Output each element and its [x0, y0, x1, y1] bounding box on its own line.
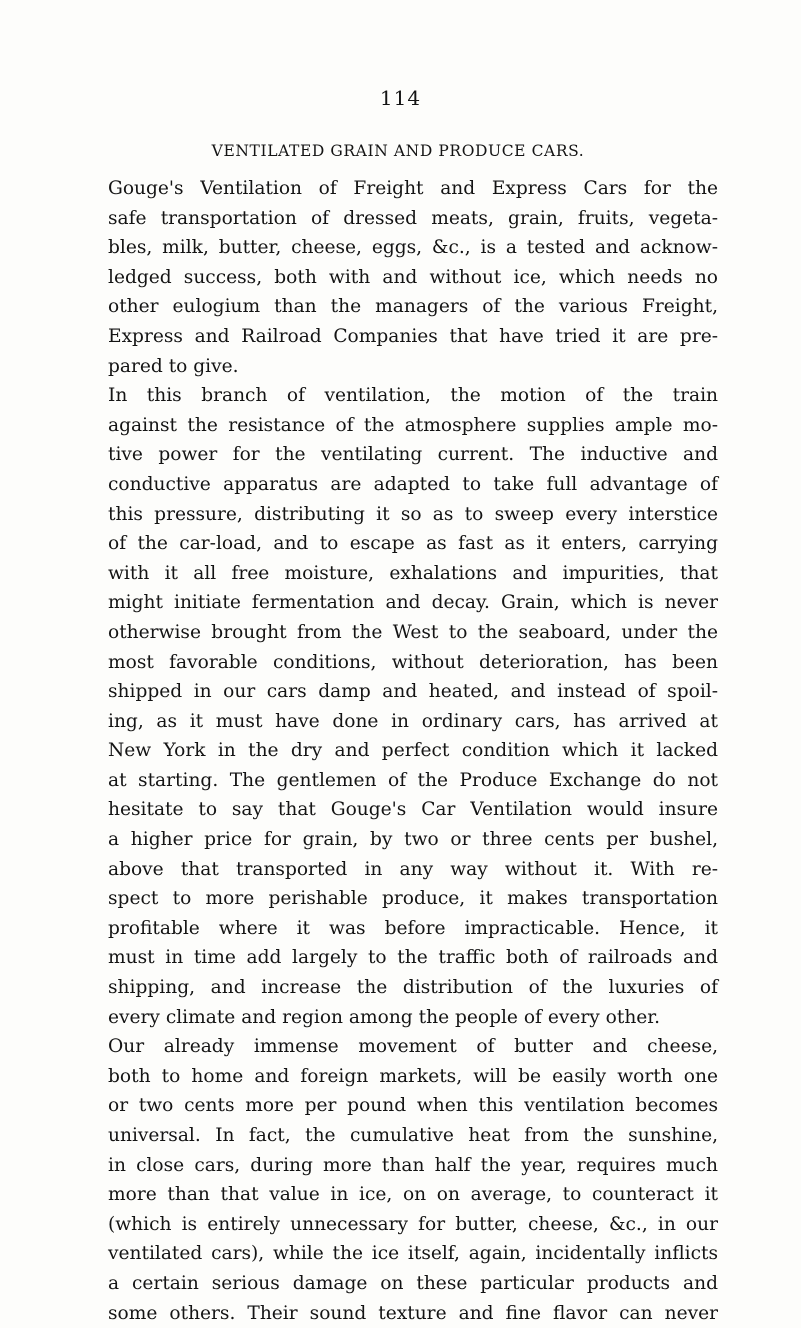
- text-line: this pressure, distributing it so as to sweep every interstice: [108, 503, 718, 525]
- text-line: shipping, and increase the distribution of the luxuries of: [108, 977, 718, 999]
- text-line: against the resistance of the atmosphere supplies ample mo-: [108, 414, 718, 436]
- text-line: at starting. The gentlemen of the Produce Exchange do not: [108, 769, 718, 791]
- text-line: some others. Their sound texture and fine flavor can never: [108, 1302, 718, 1324]
- text-line: safe transportation of dressed meats, grain, fruits, vegeta-: [108, 207, 718, 229]
- text-line: a higher price for grain, by two or three cents per bushel,: [108, 829, 718, 851]
- text-line: In this branch of ventilation, the motion of the train: [108, 385, 718, 407]
- text-line: hesitate to say that Gouge's Car Ventilation would insure: [108, 799, 718, 821]
- text-line: Our already immense movement of butter and cheese,: [108, 1036, 718, 1058]
- text-line: tive power for the ventilating current. The inductive and: [108, 444, 718, 466]
- text-line: universal. In fact, the cumulative heat from the sunshine,: [108, 1125, 718, 1146]
- text-line: bles, milk, butter, cheese, eggs, &c., is a tested and acknow-: [108, 237, 718, 259]
- text-line: more than that value in ice, on on average, to counteract it: [108, 1184, 718, 1206]
- text-line: spect to more perishable produce, it makes transportation: [108, 888, 718, 910]
- text-line: profitable where it was before impracticable. Hence, it: [108, 917, 718, 939]
- text-line: both to home and foreign markets, will be easily worth one: [108, 1065, 718, 1087]
- text-line: other eulogium than the managers of the various Freight,: [108, 296, 718, 318]
- text-line: (which is entirely unnecessary for butter, cheese, &c., in our: [108, 1213, 718, 1235]
- text-line: ing, as it must have done in ordinary cars, has arrived at: [108, 710, 718, 732]
- text-line: in close cars, during more than half the year, requires much: [108, 1154, 718, 1176]
- page-number: 114: [379, 86, 422, 110]
- text-line: every climate and region among the people of every other.: [108, 1006, 661, 1028]
- text-line: Express and Railroad Companies that have tried it are pre-: [108, 325, 718, 347]
- text-line: otherwise brought from the West to the seaboard, under the: [108, 621, 718, 643]
- text-line: most favorable conditions, without deterioration, has been: [108, 651, 718, 673]
- text-line: of the car-load, and to escape as fast as it enters, carrying: [108, 533, 718, 555]
- text-line: pared to give.: [108, 355, 239, 377]
- text-line: New York in the dry and perfect condition which it lacked: [108, 740, 718, 762]
- text-line: ventilated cars), while the ice itself, again, incidentally inflicts: [108, 1243, 718, 1265]
- text-line: ledged success, both with and without ice, which needs no: [108, 266, 718, 288]
- body-text: [108, 174, 718, 1328]
- text-line: might initiate fermentation and decay. Grain, which is never: [108, 592, 718, 614]
- text-line: a certain serious damage on these particular products and: [108, 1272, 718, 1294]
- text-line: or two cents more per pound when this ventilation becomes: [108, 1095, 718, 1117]
- text-line: shipped in our cars damp and heated, and instead of spoil-: [108, 681, 718, 703]
- text-line: above that transported in any way without it. With re-: [108, 858, 718, 880]
- text-line: with it all free moisture, exhalations and impurities, that: [108, 562, 718, 584]
- text-line: conductive apparatus are adapted to take full advantage of: [108, 473, 718, 495]
- text-line: must in time add largely to the traffic both of railroads and: [108, 947, 718, 969]
- text-line: Gouge's Ventilation of Freight and Express Cars for the: [108, 178, 718, 199]
- section-heading: VENTILATED GRAIN AND PRODUCE CARS.: [211, 142, 585, 160]
